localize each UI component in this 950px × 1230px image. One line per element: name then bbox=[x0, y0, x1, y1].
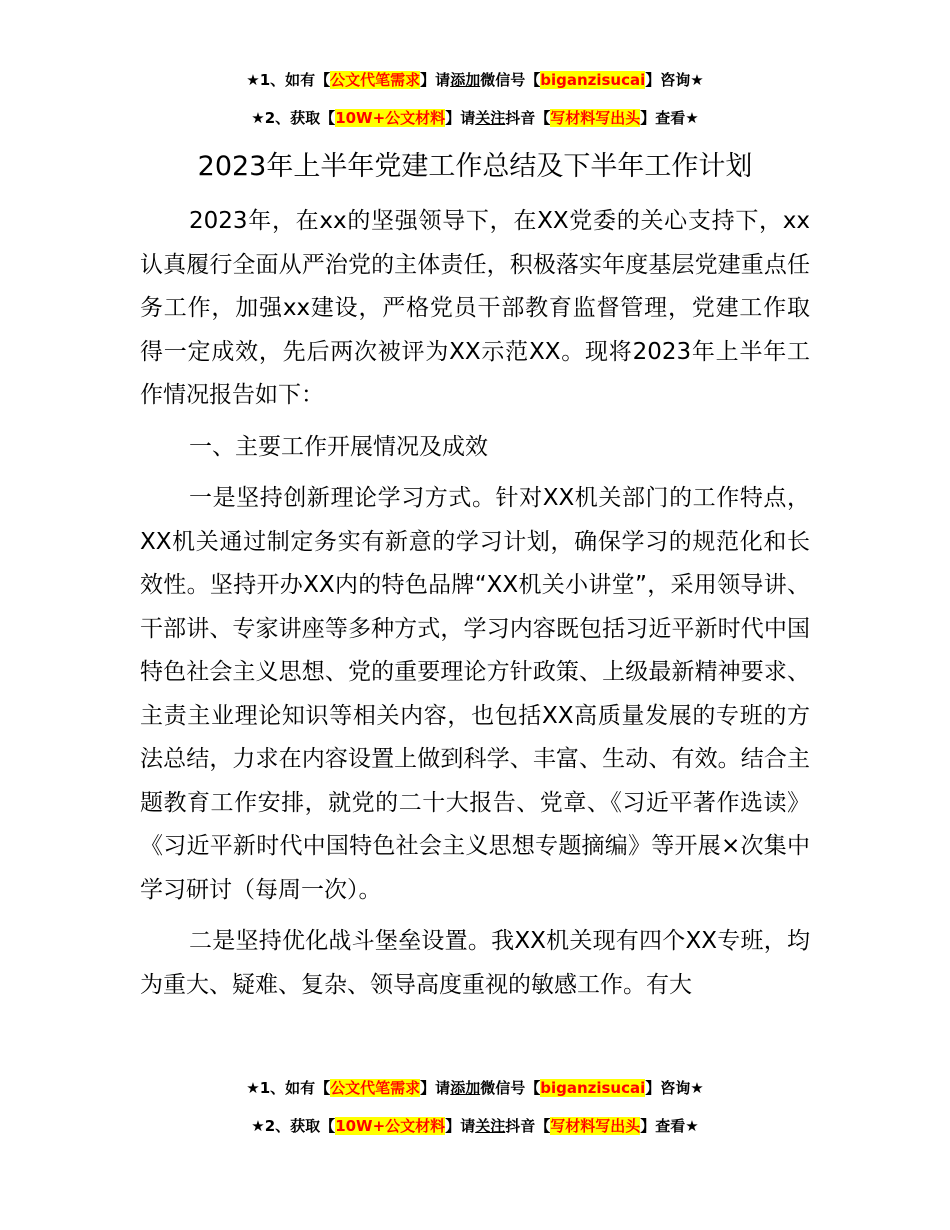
banner-text: 】请 bbox=[445, 109, 476, 127]
banner-wechat-id: biganzisucai bbox=[540, 71, 646, 89]
banner-text: 】请 bbox=[445, 1117, 476, 1135]
banner-text: ★1、如有【 bbox=[246, 71, 331, 89]
banner-highlight: 10W+公文材料 bbox=[335, 109, 446, 127]
paragraph-point-2: 二是坚持优化战斗堡垒设置。我XX机关现有四个XX专班，均为重大、疑难、复杂、领导高度重视的敏感工作。有大 bbox=[140, 928, 810, 998]
banner-text: 抖音【 bbox=[505, 109, 551, 127]
banner-emphasis: 关注 bbox=[475, 109, 506, 127]
promo-banner-bottom-line2 bbox=[0, 1116, 950, 1136]
banner-wechat-id: biganzisucai bbox=[540, 1079, 646, 1097]
promo-banner-bottom-line1 bbox=[0, 1078, 950, 1098]
document-title: 2023年上半年党建工作总结及下半年工作计划 bbox=[197, 151, 753, 182]
banner-text: ★2、获取【 bbox=[251, 109, 336, 127]
document-body bbox=[140, 200, 810, 1015]
banner-text: 】咨询★ bbox=[645, 1079, 704, 1097]
promo-banner-top-line1 bbox=[0, 70, 950, 90]
promo-banner-top-line2 bbox=[0, 108, 950, 128]
banner-emphasis: 添加 bbox=[450, 1079, 481, 1097]
paragraph-point-1: 一是坚持创新理论学习方式。针对XX机关部门的工作特点，XX机关通过制定务实有新意的学习计划，确保学习的规范化和长效性。坚持开办XX内的特色品牌“XX机关小讲堂”，采用领导讲、干部讲、专家讲座等多种方式，学习内容既包括习近平新时代中国特色社会主义思想、党的重要理论方针政策、上级最新精神要求、主责主业理论知识等相关内容，也包括XX高质量发展的专班的方法总结，力求在内容设置上做到科学、丰富、生动、有效。结合主题教育工作安排，就党的二十大报告、党章、《习近平著作选读》《习近平新时代中国特色社会主义思想专题摘编》等开展×次集中学习研讨（每周一次）。 bbox=[140, 485, 810, 903]
paragraph-intro: 2023年，在xx的坚强领导下，在XX党委的关心支持下，xx认真履行全面从严治党的主体责任，积极落实年度基层党建重点任务工作，加强xx建设，严格党员干部教育监督管理，党建工作取得一定成效，先后两次被评为XX示范XX。现将2023年上半年工作情况报告如下： bbox=[140, 208, 810, 408]
banner-text: ★2、获取【 bbox=[251, 1117, 336, 1135]
banner-highlight: 公文代笔需求 bbox=[330, 1079, 421, 1097]
banner-text: 抖音【 bbox=[505, 1117, 551, 1135]
banner-highlight: 公文代笔需求 bbox=[330, 71, 421, 89]
banner-text: 微信号【 bbox=[480, 71, 541, 89]
banner-text: 】请 bbox=[420, 71, 451, 89]
section-heading: 一、主要工作开展情况及成效 bbox=[189, 433, 488, 460]
banner-douyin-id: 写材料写出头 bbox=[550, 109, 641, 127]
banner-highlight: 10W+公文材料 bbox=[335, 1117, 446, 1135]
banner-text: ★1、如有【 bbox=[246, 1079, 331, 1097]
banner-emphasis: 添加 bbox=[450, 71, 481, 89]
banner-text: 】查看★ bbox=[640, 109, 699, 127]
banner-emphasis: 关注 bbox=[475, 1117, 506, 1135]
banner-text: 】咨询★ bbox=[645, 71, 704, 89]
banner-text: 微信号【 bbox=[480, 1079, 541, 1097]
banner-douyin-id: 写材料写出头 bbox=[550, 1117, 641, 1135]
banner-text: 】查看★ bbox=[640, 1117, 699, 1135]
banner-text: 】请 bbox=[420, 1079, 451, 1097]
